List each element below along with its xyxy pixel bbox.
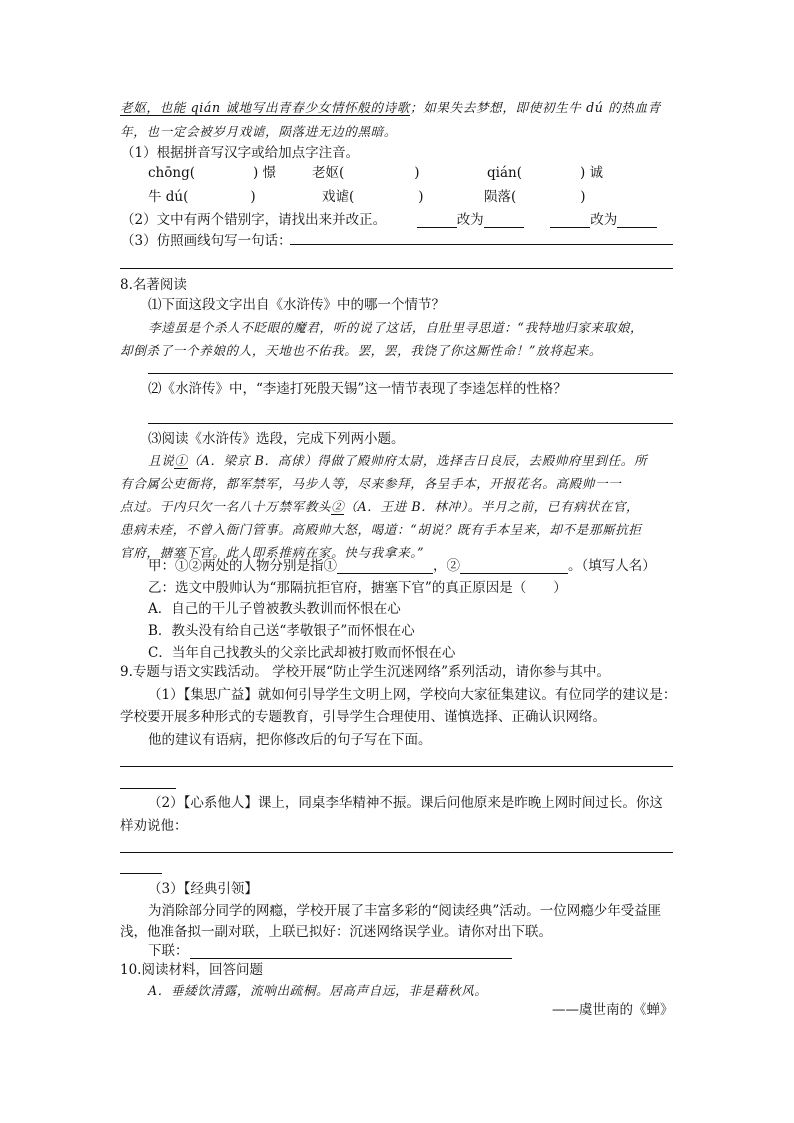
q8-p1-answer-line[interactable]: [148, 373, 673, 374]
q9-s3-line-3: 下联：: [148, 943, 189, 959]
q7-s3-answer-line-1[interactable]: [290, 244, 673, 245]
q8-p3-text-5: 官府，搪塞下官。此人即系推病在家。快与我拿来。”: [120, 545, 425, 560]
name-blank-2[interactable]: [460, 573, 568, 574]
q10-poem: A．垂緌饮清露，流响出疏桐。居高声自远，非是藉秋风。: [148, 983, 488, 998]
q9-s3-title: （3）【经典引领】: [148, 881, 258, 897]
q8-p3-question: ⑶阅读《水浒传》选段，完成下列两小题。: [148, 431, 405, 447]
underlined-sentence: 老妪，也能 qián 诚地写出青春少女情怀般的诗歌: [120, 100, 410, 115]
typo-blank-2[interactable]: [550, 227, 590, 228]
q10-title: 10.阅读材料，回答问题: [120, 962, 263, 978]
q8-yi: 乙：选文中殷帅认为“那隔抗拒官府，搪塞下官”的真正原因是（ ）: [148, 580, 567, 596]
q8-p3-text-4: 患病未痊，不曾入衙门管事。高殿帅大怒，喝道：“胡说？既有手本呈来，却不是那厮抗拒: [120, 522, 642, 537]
q9-title: 9.专题与语文实践活动。 学校开展“防止学生沉迷网络”系列活动，请你参与其中。: [120, 664, 610, 680]
passage-line-1-rest: ；如果失去梦想，即使初生牛 dú 的热血青: [410, 100, 661, 115]
q8-jia: 甲：①②两处的人物分别是指① ，② 。（填写人名）: [148, 558, 656, 574]
q9-s1-answer-line-2[interactable]: [120, 788, 176, 789]
q9-s3-line-2: 浅，他准备拟一副对联，上联已拟好：沉迷网络误学业。请你对出下联。: [120, 924, 552, 940]
q9-s3-line-1: 为消除部分同学的网瘾，学校开展了丰富多彩的“阅读经典”活动。一位网瘾少年受益匪: [148, 903, 662, 919]
q8-p3-text-1: 且说①（A．梁京 B．高俅）得做了殿帅府太尉，选择吉日良辰，去殿帅府里到任。所: [148, 453, 648, 468]
q7-s1-title: （1）根据拼音写汉字或给加点字注音。: [121, 145, 360, 161]
q7-row2-item2: 戏谑( ): [322, 189, 424, 205]
q7-row1-item1: chōng( ) 憬: [148, 165, 277, 181]
q9-s2-line-1: （2）【心系他人】课上，同桌李华精神不振。课后问他原来是昨晚上网时间过长。你这: [148, 795, 663, 811]
typo-blank-1[interactable]: [417, 227, 457, 228]
q8-title: 8.名著阅读: [120, 277, 187, 293]
q9-s1-line-1: （1）【集思广益】就如何引导学生文明上网，学校向大家征集建议。有位同学的建议是：: [148, 687, 677, 703]
q9-s1-line-3: 他的建议有语病，把你修改后的句子写在下面。: [148, 732, 432, 748]
q8-p3-text-3: 点过。于内只欠一名八十万禁军教头②（A．王进 B．林冲）。半月之前，已有病状在官，: [120, 499, 640, 514]
blank-marker-2: ②: [331, 499, 345, 514]
q7-row2-item3: 陨落( ): [484, 189, 586, 205]
q7-row1-item3: qián( ) 诚: [487, 165, 604, 181]
q8-p2-answer-line[interactable]: [148, 423, 673, 424]
q7-row2-item1: 牛 dú( ): [148, 189, 256, 205]
q7-s2: （2）文中有两个错别字，请找出来并改正。 改为 改为: [121, 212, 657, 228]
q8-p1-text-2: 却倒杀了一个养娘的人，天地也不佑我。罢，罢，我饶了你这厮性命！”放将起来。: [120, 343, 603, 358]
q8-option-c: C．当年自己找教头的父亲比武却被打败而怀恨在心: [148, 645, 456, 661]
passage-line-2: 年，也一定会被岁月戏谑，陨落进无边的黑暗。: [120, 124, 398, 139]
q9-s2-answer-line-1[interactable]: [120, 852, 673, 853]
q8-p1-question: ⑴下面这段文字出自《水浒传》中的哪一个情节？: [148, 297, 445, 313]
q9-s1-answer-line-1[interactable]: [120, 766, 673, 767]
q8-option-b: B．教头没有给自己送“孝敬银子”而怀恨在心: [148, 623, 415, 639]
q8-p2-question: ⑵《水浒传》中，“李逵打死殷天锡”这一情节表现了李逵怎样的性格？: [148, 381, 567, 397]
fix-blank-1[interactable]: [484, 227, 524, 228]
q8-p3-text-2: 有合属公吏衙将，都军禁军，马步人等，尽来参拜，各呈手本，开报花名。高殿帅一一: [120, 476, 622, 491]
q10-source: ——虞世南的《蝉》: [552, 1002, 674, 1018]
q7-s3: （3）仿照画线句写一句话：: [121, 233, 292, 249]
q8-option-a: A．自己的干儿子曾被教头教训而怀恨在心: [148, 601, 401, 617]
blank-marker-1: ①: [174, 453, 188, 468]
fix-blank-2[interactable]: [617, 227, 657, 228]
q7-row1-item2: 老妪( ): [312, 165, 420, 181]
passage-line-1: [120, 100, 661, 115]
q9-s2-line-2: 样劝说他：: [120, 818, 188, 834]
q7-s3-answer-line-2[interactable]: [120, 268, 673, 269]
q9-s2-answer-line-2[interactable]: [120, 873, 162, 874]
q9-s3-answer-line[interactable]: [190, 958, 512, 959]
name-blank-1[interactable]: [337, 573, 433, 574]
q8-p1-text-1: 李逵虽是个杀人不眨眼的魔君，听的说了这话，自肚里寻思道：“我特地归家来取娘，: [148, 320, 644, 335]
q9-s1-line-2: 学校要开展多种形式的专题教育，引导学生合理使用、谨慎选择、正确认识网络。: [120, 709, 606, 725]
